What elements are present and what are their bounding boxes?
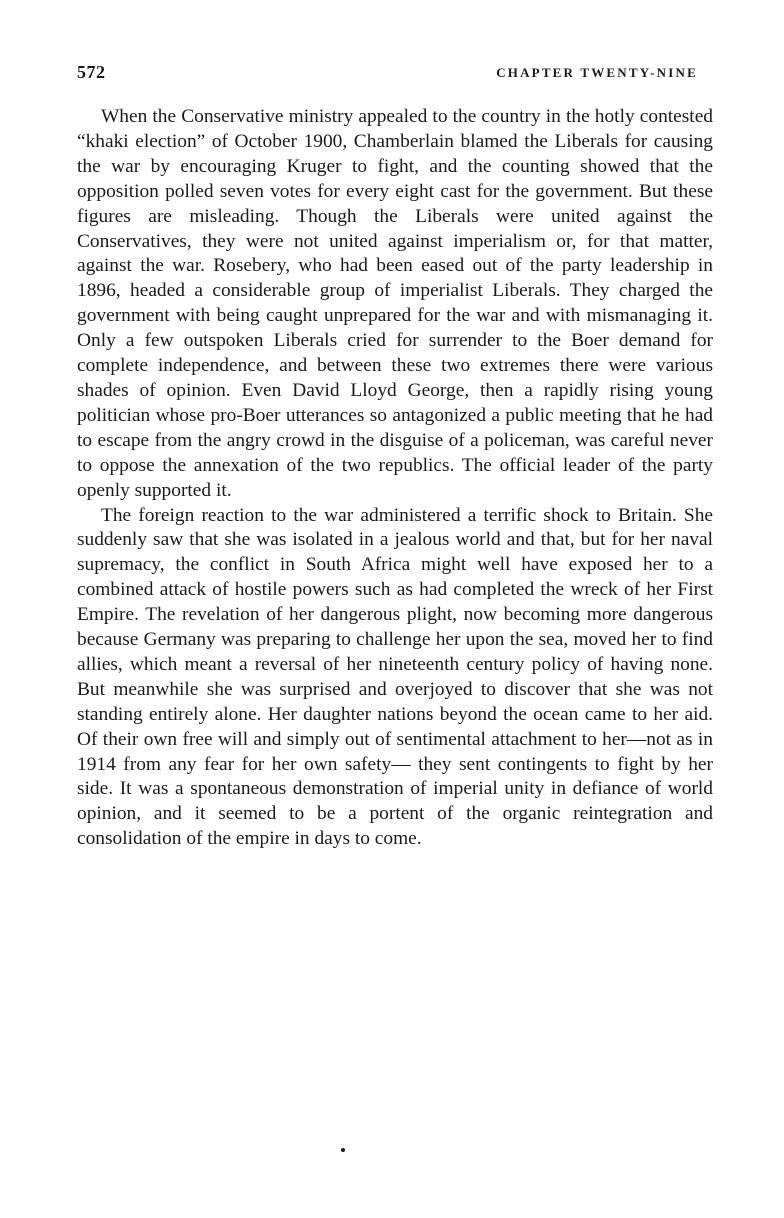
running-head: CHAPTER TWENTY-NINE <box>496 65 698 80</box>
page-header <box>77 62 698 90</box>
body-text <box>77 105 713 852</box>
paragraph-2: The foreign reaction to the war administered a terrific shock to Britain. She suddenly saw that she was isolated in a jealous world and that, but for her naval supremacy, the conflict in South Africa might well have exposed her to a combined attack of hostile powers such as had completed the wreck of her First Empire. The revelation of her dangerous plight, now becoming more dangerous because Germany was preparing to challenge her upon the sea, moved her to find allies, which meant a reversal of her nineteenth century policy of having none. But meanwhile she was surprised and overjoyed to discover that she was not standing entirely alone. Her daughter nations beyond the ocean came to her aid. Of their own free will and simply out of sentimental attachment to her—not as in 1914 from any fear for her own safety— they sent contingents to fight by her side. It was a spontaneous demonstration of imperial unity in defiance of world opinion, and it seemed to be a portent of the organic reintegration and consolidation of the empire in days to come. <box>77 504 713 850</box>
page-mark <box>341 1148 345 1152</box>
paragraph-1: When the Conservative ministry appealed to the country in the hotly contested “khaki election” of October 1900, Chamberlain blamed the Liberals for causing the war by encouraging Kruger to fight, and the counting showed that the opposition polled seven votes for every eight cast for the government. But these figures are misleading. Though the Liberals were united against the Conservatives, they were not united against imperialism or, for that matter, against the war. Rosebery, who had been eased out of the party leadership in 1896, headed a considerable group of imperialist Liberals. They charged the government with being caught unprepared for the war and with mismanaging it. Only a few outspoken Liberals cried for surrender to the Boer demand for complete independence, and between these two extremes there were various shades of opinion. Even David Lloyd George, then a rapidly rising young politician whose pro-Boer utterances so antagonized a public meeting that he had to escape from the angry crowd in the disguise of a policeman, was careful never to oppose the annexation of the two republics. The official leader of the party openly supported it. <box>77 106 713 501</box>
page-number: 572 <box>77 62 106 82</box>
